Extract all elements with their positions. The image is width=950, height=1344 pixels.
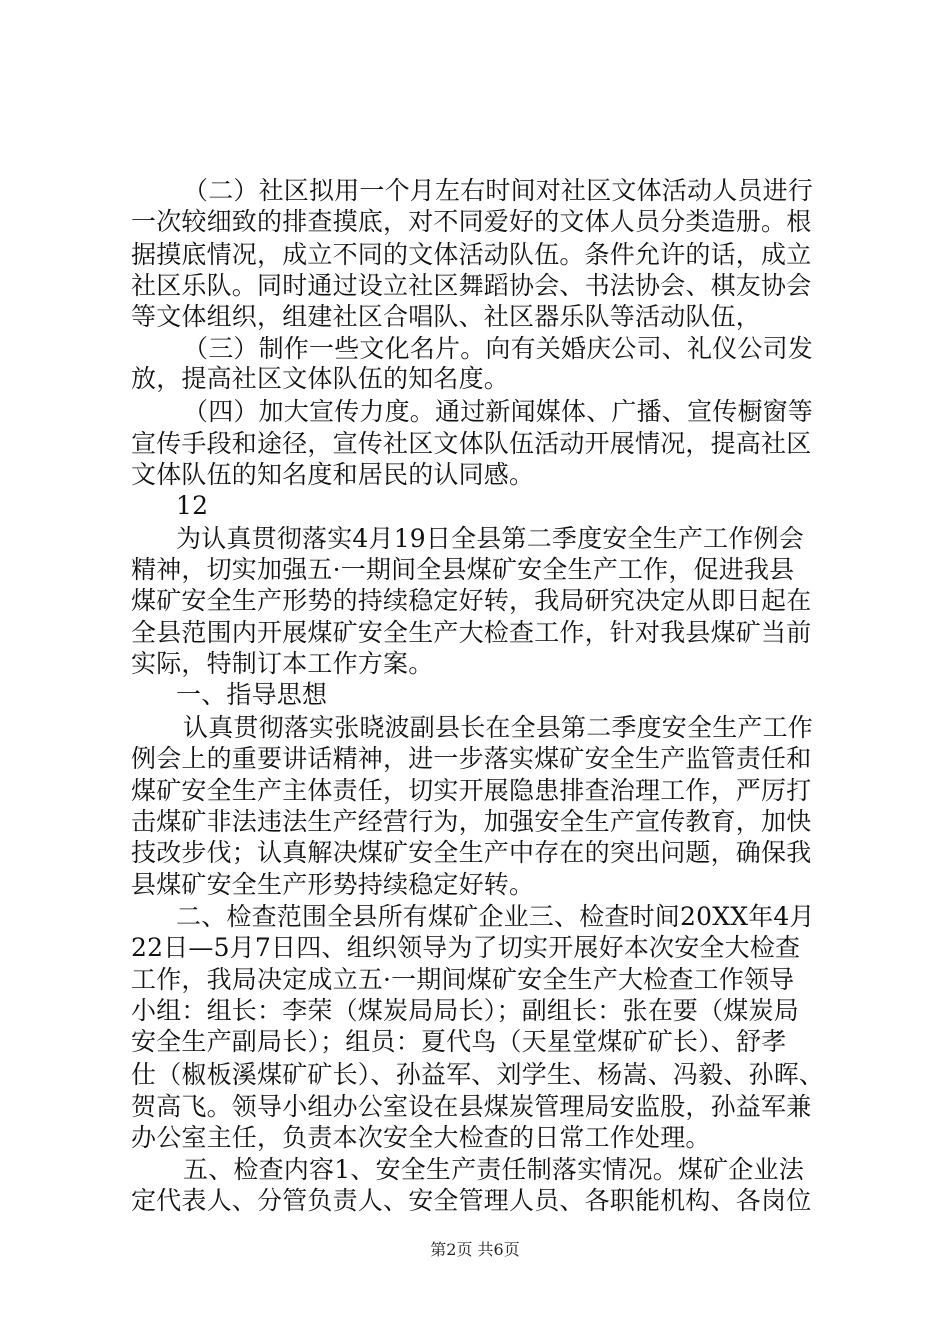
body-line: 22日—5月7日四、组织领导为了切实开展好本次安全大检查 (131, 933, 801, 962)
body-line: 放，提高社区文体队伍的知名度。 (131, 364, 510, 393)
body-line: 全县范围内开展煤矿安全生产大检查工作，针对我县煤矿当前 (131, 618, 812, 647)
body-line: 例会上的重要讲话精神，进一步落实煤矿安全生产监管责任和 (131, 744, 812, 773)
body-line: 仕（椒板溪煤矿矿长）、孙益军、刘学生、杨嵩、冯毅、孙晖、 (131, 1060, 825, 1089)
body-line: 五、检查内容1、安全生产责任制落实情况。煤矿企业法 (183, 1155, 804, 1184)
body-line: 文体队伍的知名度和居民的认同感。 (131, 460, 535, 489)
body-line: 为认真贯彻落实4月19日全县第二季度安全生产工作例会 (176, 524, 804, 553)
body-line: （四）加大宣传力度。通过新闻媒体、广播、宣传橱窗等 (183, 397, 814, 426)
body-line: 宣传手段和途径，宣传社区文体队伍活动开展情况，提高社区 (131, 429, 812, 458)
body-line: 煤矿安全生产主体责任，切实开展隐患排查治理工作，严厉打 (131, 776, 812, 805)
body-line: 社区乐队。同时通过设立社区舞蹈协会、书法协会、棋友协会 (131, 271, 812, 300)
body-line: 实际，特制订本工作方案。 (131, 649, 434, 678)
body-line: 二、检查范围全县所有煤矿企业三、检查时间20XX年4月 (176, 902, 815, 931)
body-line: 据摸底情况，成立不同的文体活动队伍。条件允许的话，成立 (131, 240, 812, 269)
body-line: 贺高飞。领导小组办公室设在县煤炭管理局安监股，孙益军兼 (131, 1092, 812, 1121)
body-line: 击煤矿非法违法生产经营行为，加强安全生产宣传教育，加快 (131, 807, 812, 836)
body-line: 小组：组长：李荣（煤炭局局长）；副组长：张在要（煤炭局 (131, 996, 799, 1025)
body-line: 认真贯彻落实张晓波副县长在全县第二季度安全生产工作 (183, 713, 814, 742)
body-line: 技改步伐；认真解决煤矿安全生产中存在的突出问题，确保我 (131, 838, 812, 867)
body-line: 工作，我局决定成立五·一期间煤矿安全生产大检查工作领导 (131, 965, 795, 994)
body-line: （三）制作一些文化名片。向有关婚庆公司、礼仪公司发 (183, 334, 814, 363)
body-line: （二）社区拟用一个月左右时间对社区文体活动人员进行 (183, 176, 814, 205)
body-line: 等文体组织，组建社区合唱队、社区器乐队等活动队伍， (131, 302, 762, 331)
section-number: 12 (176, 491, 209, 520)
body-line: 精神，切实加强五·一期间全县煤矿安全生产工作，促进我县 (131, 555, 795, 584)
page-footer: 第2页 共6页 (430, 1240, 520, 1259)
body-line: 一次较细致的排查摸底，对不同爱好的文体人员分类造册。根 (131, 207, 812, 236)
body-line: 定代表人、分管负责人、安全管理人员、各职能机构、各岗位 (131, 1186, 812, 1215)
body-line: 县煤矿安全生产形势持续稳定好转。 (131, 870, 535, 899)
body-line: 办公室主任，负责本次安全大检查的日常工作处理。 (131, 1123, 711, 1152)
body-line: 煤矿安全生产形势的持续稳定好转，我局研究决定从即日起在 (131, 586, 812, 615)
section-heading: 一、指导思想 (176, 680, 328, 709)
body-line: 安全生产副局长）；组员：夏代鸟（天星堂煤矿矿长）、舒孝 (131, 1027, 787, 1056)
